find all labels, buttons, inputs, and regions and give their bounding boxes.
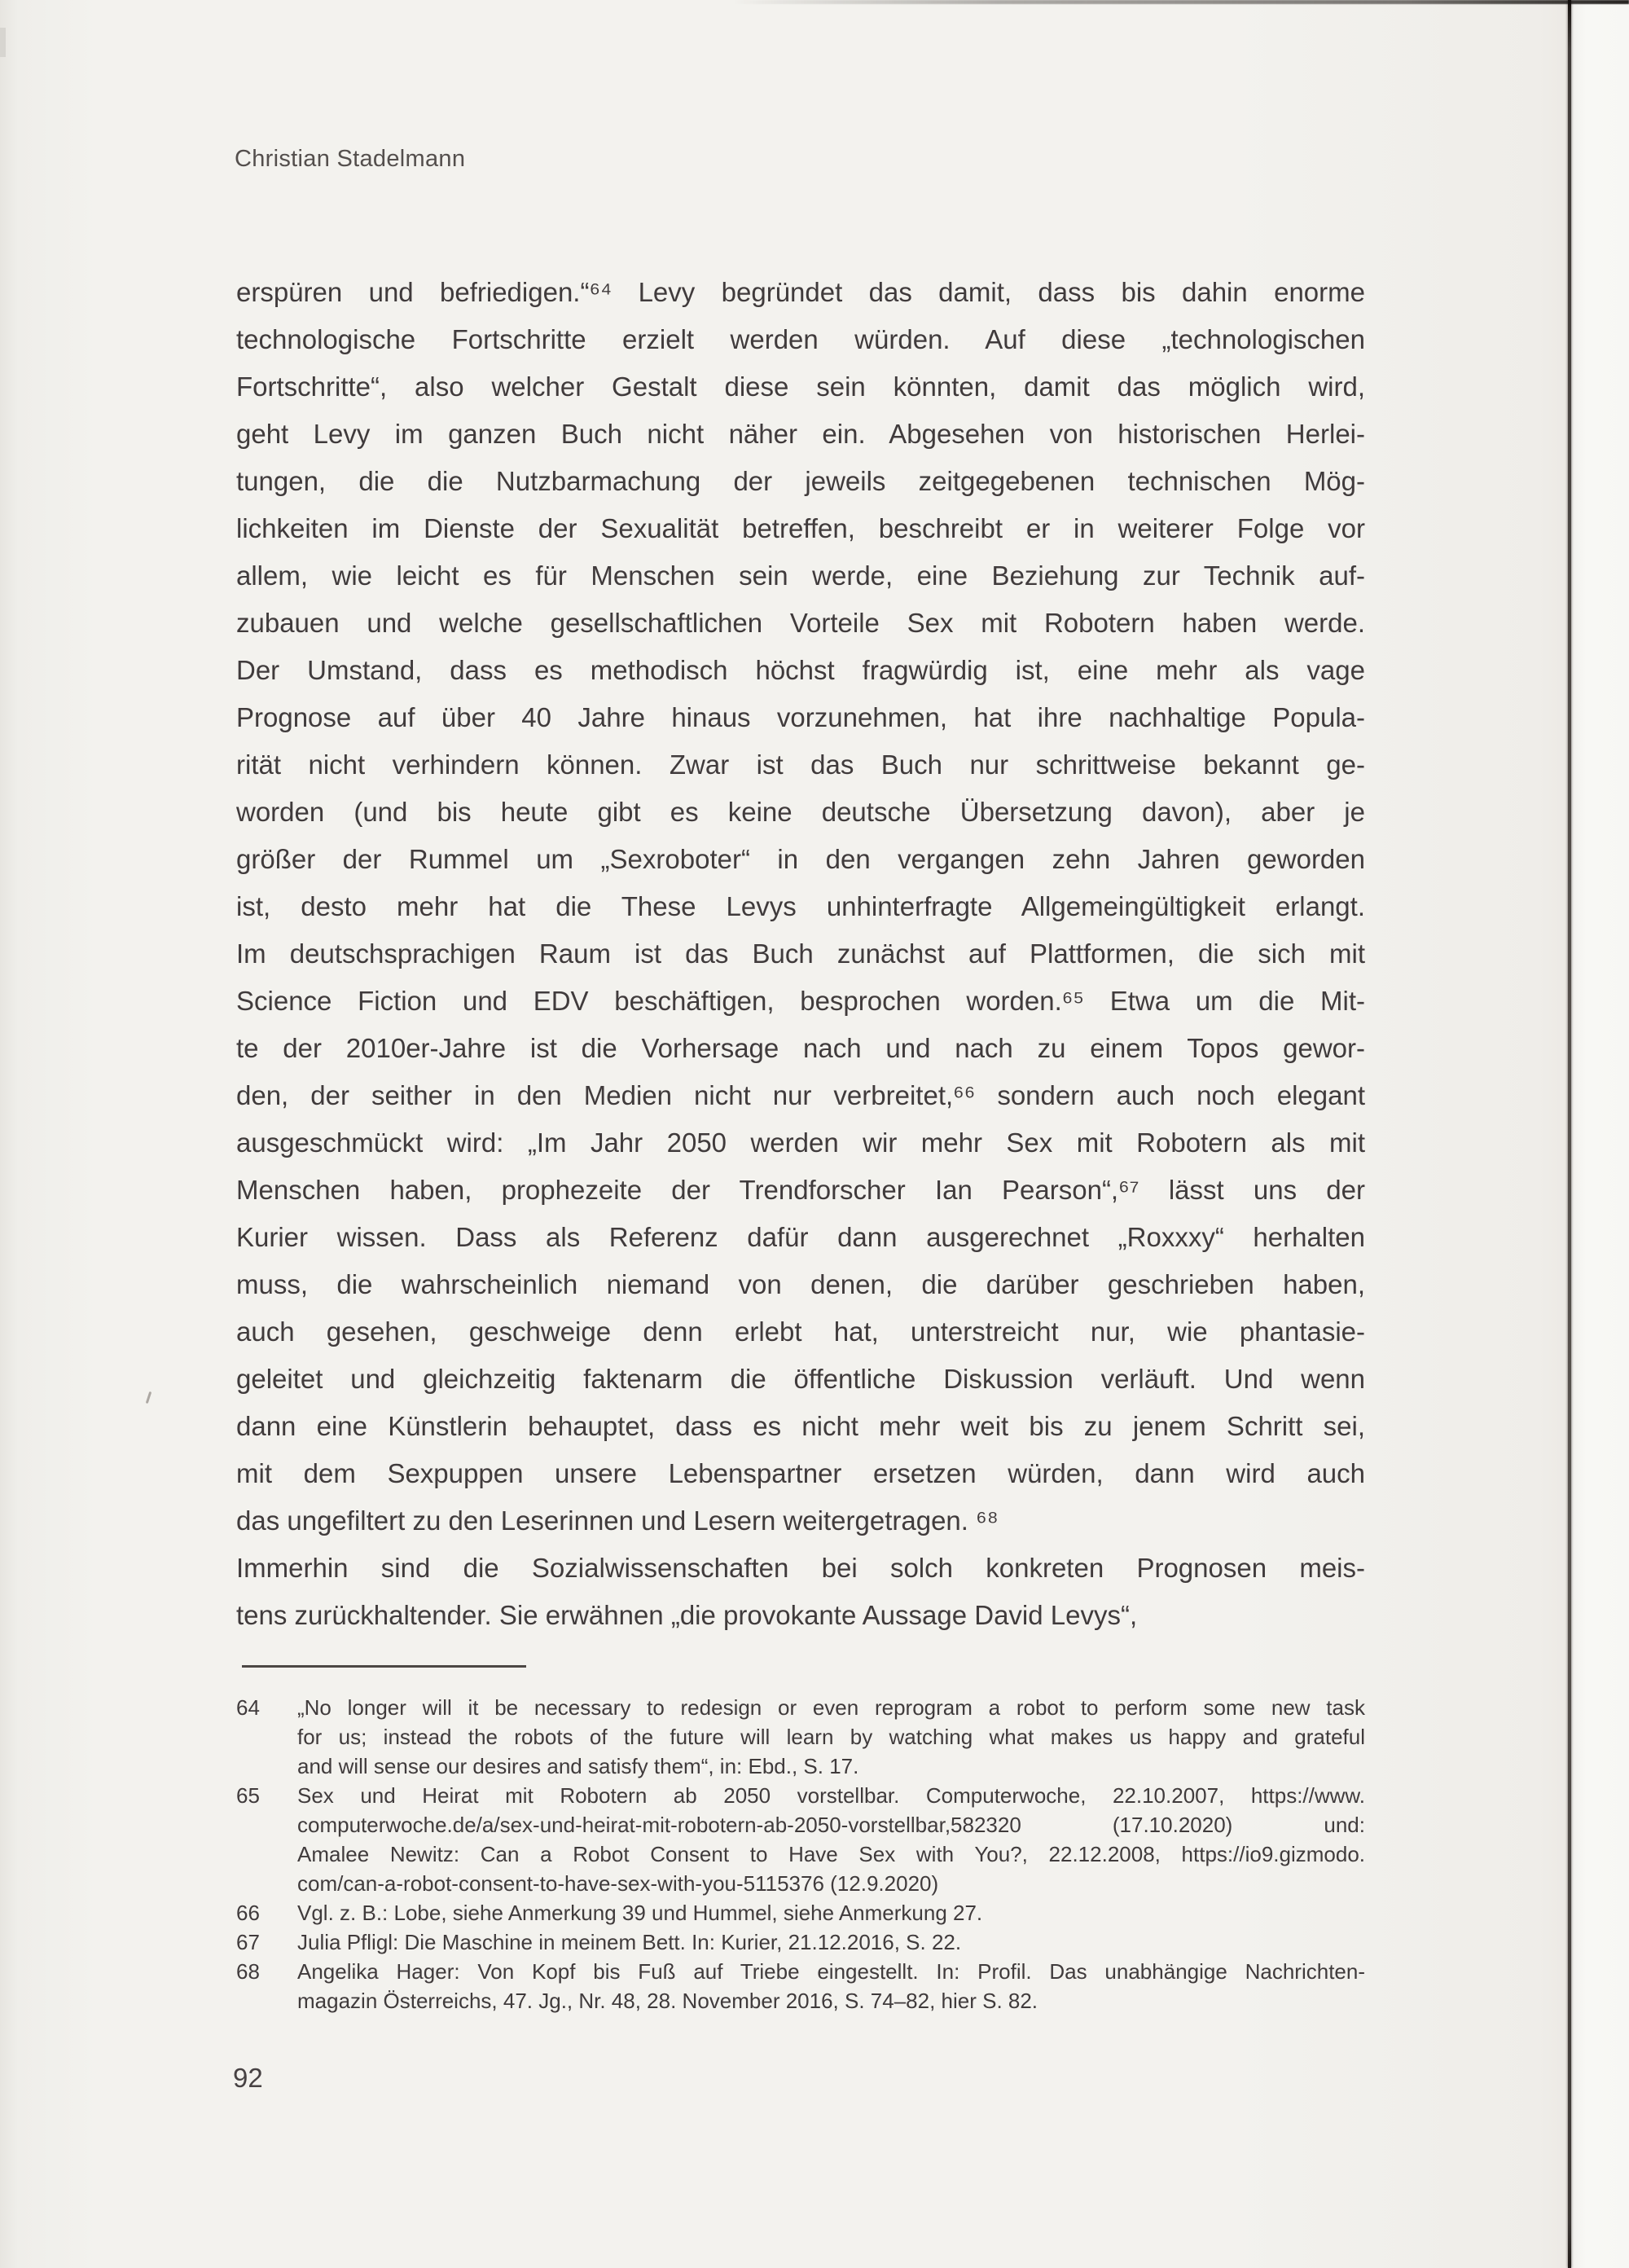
body-line-paragraph-end: tens zurückhaltender. Sie erwähnen „die provokante Aussage David Levys“,	[236, 1600, 1138, 1630]
footnote-number: 64	[236, 1695, 260, 1720]
footnote-line: com/can-a-robot-consent-to-have-sex-with-you-5115376 (12.9.2020)	[297, 1871, 939, 1896]
footnote-number: 65	[236, 1783, 260, 1808]
footnote-number: 67	[236, 1930, 260, 1954]
footnote-line: computerwoche.de/a/sex-und-heirat-mit-robotern-ab-2050-vorstellbar,582320 (17.10.2020) und:	[297, 1813, 1365, 1837]
adjacent-page-edge	[1571, 0, 1629, 2268]
footnote-line: „No longer will it be necessary to redesign or even reprogram a robot to perform some new task	[297, 1695, 1365, 1720]
body-line: zubauen und welche gesellschaftlichen Vorteile Sex mit Robotern haben werde.	[236, 608, 1365, 638]
footnote-line: Amalee Newitz: Can a Robot Consent to Have Sex with You?, 22.12.2008, https://io9.gizmodo.	[297, 1842, 1365, 1866]
scan-artifact-pencil-mark	[146, 1391, 151, 1404]
footnote-line: Angelika Hager: Von Kopf bis Fuß auf Triebe eingestellt. In: Profil. Das unabhängige Nachrichten-	[297, 1959, 1365, 1984]
footnote-line: for us; instead the robots of the future will learn by watching what makes us happy and grateful	[297, 1725, 1365, 1749]
footnote-line: Sex und Heirat mit Robotern ab 2050 vorstellbar. Computerwoche, 22.10.2007, https://www.	[297, 1783, 1365, 1808]
body-line: worden (und bis heute gibt es keine deutsche Übersetzung davon), aber je	[236, 797, 1365, 827]
footnote-64	[236, 1693, 1365, 1781]
footnote-number: 68	[236, 1959, 260, 1984]
footnote-line: Julia Pfligl: Die Maschine in meinem Bett. In: Kurier, 21.12.2016, S. 22.	[297, 1930, 962, 1954]
body-line: Menschen haben, prophezeite der Trendforscher Ian Pearson“,⁶⁷ lässt uns der	[236, 1175, 1365, 1205]
footnote-65	[236, 1781, 1365, 1898]
footnote-line: magazin Österreichs, 47. Jg., Nr. 48, 28. November 2016, S. 74–82, hier S. 82.	[297, 1989, 1038, 2013]
footnote-line: and will sense our desires and satisfy them“, in: Ebd., S. 17.	[297, 1754, 859, 1778]
body-line: te der 2010er-Jahre ist die Vorhersage nach und nach zu einem Topos gewor-	[236, 1033, 1365, 1063]
body-line: größer der Rummel um „Sexroboter“ in den vergangen zehn Jahren geworden	[236, 844, 1365, 874]
body-line: den, der seither in den Medien nicht nur verbreitet,⁶⁶ sondern auch noch elegant	[236, 1080, 1365, 1110]
body-line: ist, desto mehr hat die These Levys unhinterfragte Allgemeingültigkeit erlangt.	[236, 891, 1365, 921]
body-line: auch gesehen, geschweige denn erlebt hat, unterstreicht nur, wie phantasie-	[236, 1316, 1365, 1347]
body-line: erspüren und befriedigen.“⁶⁴ Levy begründet das damit, dass bis dahin enorme	[236, 277, 1365, 307]
body-line: Science Fiction und EDV beschäftigen, besprochen worden.⁶⁵ Etwa um die Mit-	[236, 986, 1365, 1016]
body-line: Fortschritte“, also welcher Gestalt diese sein könnten, damit das möglich wird,	[236, 371, 1365, 402]
body-line: tungen, die die Nutzbarmachung der jeweils zeitgegebenen technischen Mög-	[236, 466, 1365, 496]
scan-artifact-top-smudge	[733, 0, 1629, 4]
body-line-paragraph-end: das ungefiltert zu den Leserinnen und Lesern weitergetragen. ⁶⁸	[236, 1505, 999, 1536]
body-line: dann eine Künstlerin behauptet, dass es nicht mehr weit bis zu jenem Schritt sei,	[236, 1411, 1365, 1441]
author-header: Christian Stadelmann	[235, 146, 466, 172]
body-line: lichkeiten im Dienste der Sexualität betreffen, beschreibt er in weiterer Folge vor	[236, 513, 1365, 543]
page-number: 92	[233, 2063, 263, 2093]
body-line: allem, wie leicht es für Menschen sein werde, eine Beziehung zur Technik auf-	[236, 560, 1365, 591]
body-line: Im deutschsprachigen Raum ist das Buch zunächst auf Plattformen, die sich mit	[236, 938, 1365, 969]
footnote-66	[236, 1898, 1365, 1927]
book-gutter-line	[1568, 0, 1571, 2268]
body-text	[236, 269, 1365, 1639]
body-line: Immerhin sind die Sozialwissenschaften bei solch konkreten Prognosen meis-	[236, 1553, 1365, 1583]
body-line: technologische Fortschritte erzielt werden würden. Auf diese „technologischen	[236, 324, 1365, 354]
body-line: geleitet und gleichzeitig faktenarm die öffentliche Diskussion verläuft. Und wenn	[236, 1364, 1365, 1394]
footnote-separator-rule	[242, 1665, 526, 1668]
body-line: Der Umstand, dass es methodisch höchst fragwürdig ist, eine mehr als vage	[236, 655, 1365, 685]
footnotes-block	[236, 1693, 1365, 2015]
footnote-number: 66	[236, 1901, 260, 1925]
body-line: Kurier wissen. Dass als Referenz dafür dann ausgerechnet „Roxxxy“ herhalten	[236, 1222, 1365, 1252]
body-line: muss, die wahrscheinlich niemand von denen, die darüber geschrieben haben,	[236, 1269, 1365, 1299]
body-line: mit dem Sexpuppen unsere Lebenspartner ersetzen würden, dann wird auch	[236, 1458, 1365, 1488]
scan-artifact-left-notch	[0, 28, 6, 57]
footnote-68	[236, 1957, 1365, 2015]
body-line: ausgeschmückt wird: „Im Jahr 2050 werden wir mehr Sex mit Robotern als mit	[236, 1127, 1365, 1158]
body-line: geht Levy im ganzen Buch nicht näher ein. Abgesehen von historischen Herlei-	[236, 419, 1365, 449]
footnote-line: Vgl. z. B.: Lobe, siehe Anmerkung 39 und Hummel, siehe Anmerkung 27.	[297, 1901, 983, 1925]
body-line: rität nicht verhindern können. Zwar ist das Buch nur schrittweise bekannt ge-	[236, 749, 1365, 780]
footnote-67	[236, 1927, 1365, 1957]
body-line: Prognose auf über 40 Jahre hinaus vorzunehmen, hat ihre nachhaltige Popula-	[236, 702, 1365, 732]
